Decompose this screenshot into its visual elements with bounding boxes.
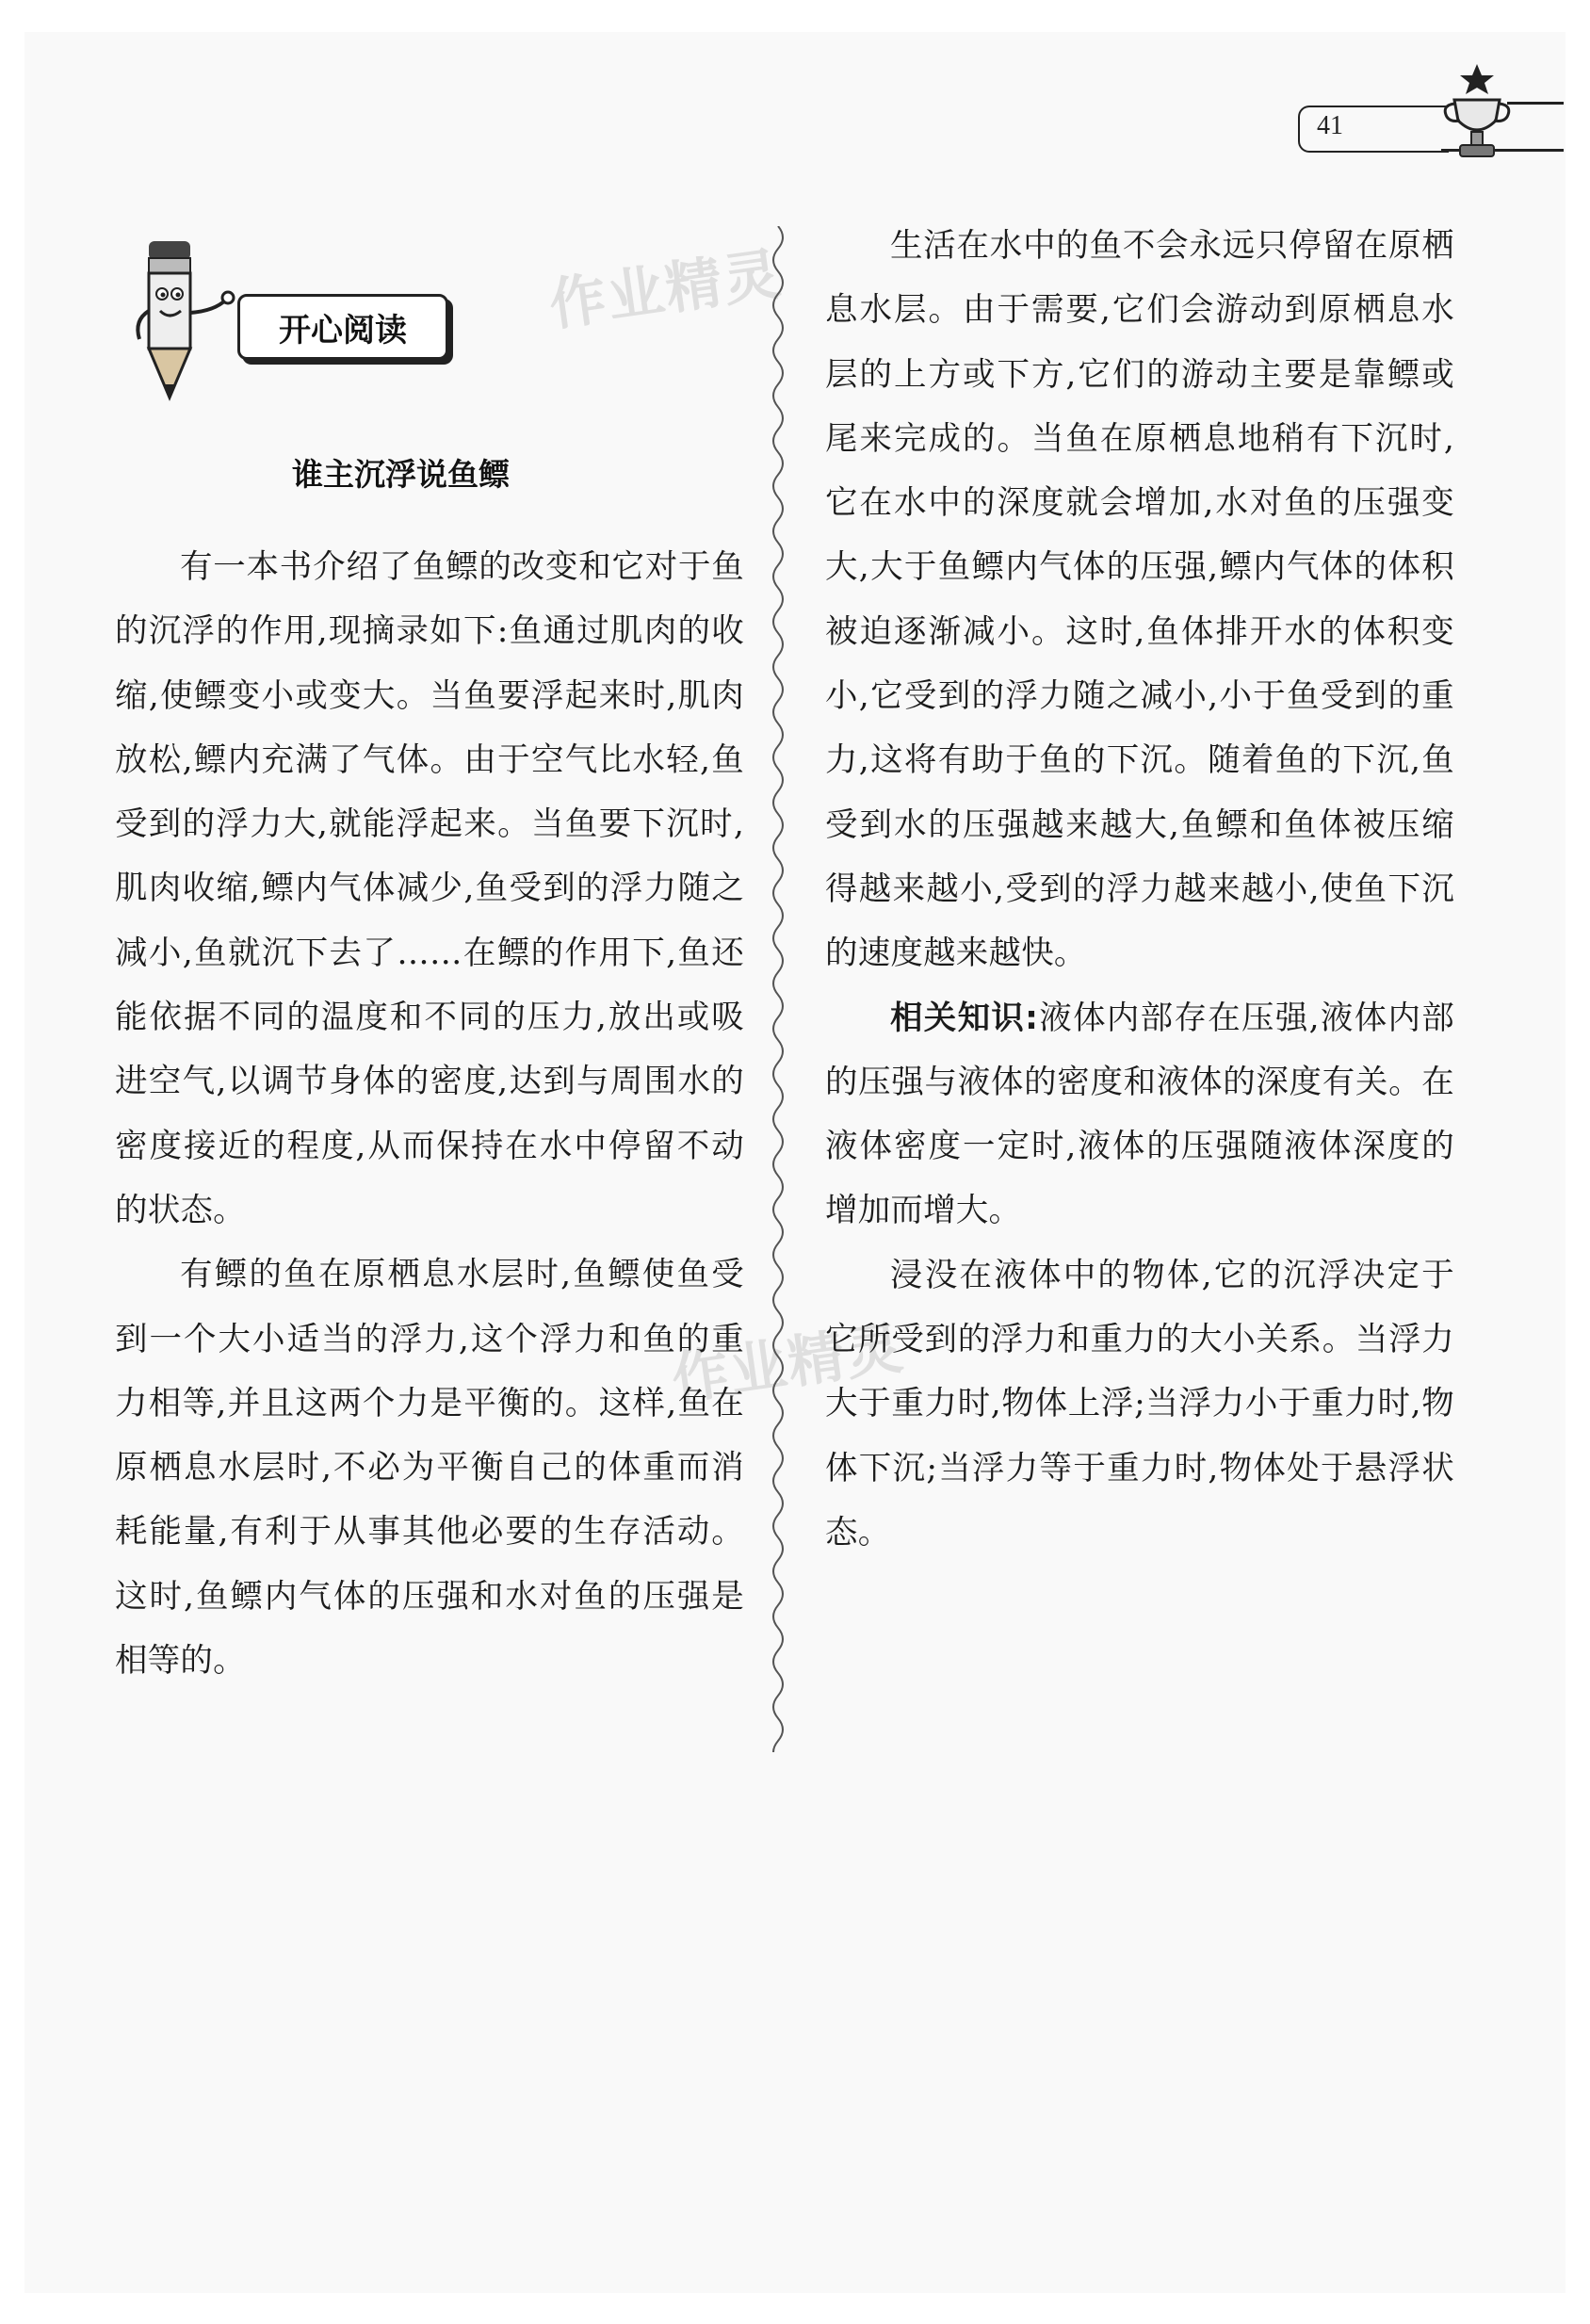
related-knowledge-text: 液体内部存在压强,液体内部的压强与液体的密度和液体的深度有关。在液体密度一定时,液体的压强随液体深度的增加而增大。	[825, 999, 1454, 1230]
paragraph: 生活在水中的鱼不会永远只停留在原栖息水层。由于需要,它们会游动到原栖息水层的上方或下方,它们的游动主要是靠鳔或尾来完成的。当鱼在原栖息地稍有下沉时,它在水中的深度就会增加,水对鱼的压强变大,大于鱼鳔内气体的压强,鳔内气体的体积被迫逐渐减小。这时,鱼体排开水的体积变小,它受到的浮力随之减小,小于鱼受到的重力,这将有助于鱼的下沉。随着鱼的下沉,鱼受到水的压强越来越大,鱼鳔和鱼体被压缩得越来越小,受到的浮力越来越小,使鱼下沉的速度越来越快。	[825, 227, 1454, 973]
related-knowledge-paragraph	[825, 986, 1454, 1243]
left-column	[115, 535, 744, 1693]
watermark: 作业精灵	[545, 241, 787, 339]
article-title: 谁主沉浮说鱼鳔	[292, 456, 510, 493]
paragraph: 有鳔的鱼在原栖息水层时,鱼鳔使鱼受到一个大小适当的浮力,这个浮力和鱼的重力相等,并且这两个力是平衡的。这样,鱼在原栖息水层时,不必为平衡自己的体重而消耗能量,有利于从事其他必要的生存活动。这时,鱼鳔内气体的压强和水对鱼的压强是相等的。	[115, 1256, 744, 1681]
watermark: 作业精灵	[668, 1315, 909, 1413]
paragraph: 有一本书介绍了鱼鳔的改变和它对于鱼的沉浮的作用,现摘录如下:鱼通过肌肉的收缩,使鳔变小或变大。当鱼要浮起来时,肌肉放松,鳔内充满了气体。由于空气比水轻,鱼受到的浮力大,就能浮起来。当鱼要下沉时,肌肉收缩,鳔内气体减少,鱼受到的浮力随之减小,鱼就沉下去了……在鳔的作用下,鱼还能依据不同的温度和不同的压力,放出或吸进空气,以调节身体的密度,达到与周围水的密度接近的程度,从而保持在水中停留不动的状态。	[115, 548, 744, 1229]
page-number: 41	[1317, 111, 1343, 140]
trophy-icon	[1439, 62, 1515, 162]
section-badge: 开心阅读	[237, 294, 448, 360]
column-divider	[767, 226, 789, 1752]
related-knowledge-label: 相关知识:	[890, 999, 1039, 1037]
header-rule-top	[1507, 102, 1564, 105]
pencil-mascot-icon	[128, 236, 241, 405]
paragraph: 浸没在液体中的物体,它的沉浮决定于它所受到的浮力和重力的大小关系。当浮力大于重力时,物体上浮;当浮力小于重力时,物体下沉;当浮力等于重力时,物体处于悬浮状态。	[825, 1256, 1454, 1552]
right-column	[825, 214, 1454, 1565]
